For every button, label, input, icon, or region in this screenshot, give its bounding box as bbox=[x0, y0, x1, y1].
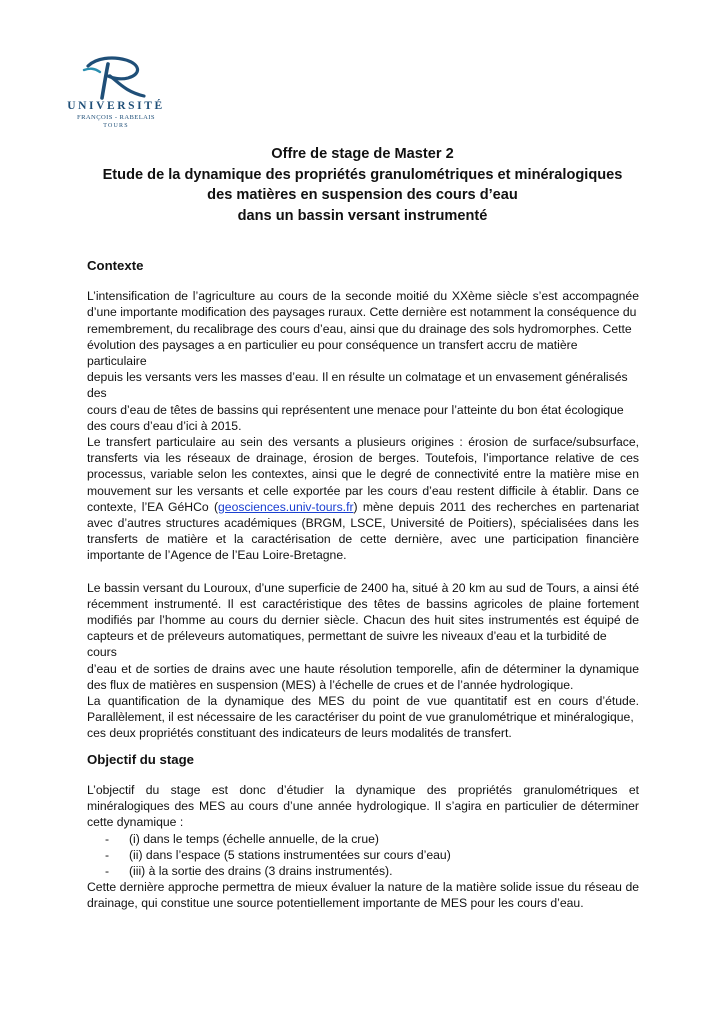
paragraph-context-1 bbox=[87, 288, 639, 434]
paragraph-objectif-outro bbox=[87, 879, 639, 911]
text-line: transferts de matière et la caractérisation de cette dernière, avec une participation financière bbox=[87, 532, 639, 547]
text-line: Parallèlement, il est nécessaire de les caractériser du point de vue granulométrique et minéralogique, bbox=[87, 710, 634, 725]
text-line: importante de l’Agence de l’Eau Loire-Bretagne. bbox=[87, 548, 347, 563]
text-line: modifiés par l’homme au cours du dernier siècle. Chacun des huit sites instrumentés est équipé de bbox=[87, 613, 639, 628]
list-item bbox=[87, 831, 639, 847]
text-line: processus, variable selon les contextes, ainsi que le degré de connectivité entre la matière mise en bbox=[87, 467, 639, 482]
list-item-text: (i) dans le temps (échelle annuelle, de la crue) bbox=[129, 831, 379, 846]
text-span: contexte, l’EA GéHCo ( bbox=[87, 499, 219, 514]
paragraph-context-4 bbox=[87, 693, 639, 742]
text-line: L’intensification de l’agriculture au cours de la seconde moitié du XXème siècle s’est accompagnée bbox=[87, 289, 639, 304]
text-line: transferts via les réseaux de drainage, érosion de berges. Toutefois, l’importance relative de ces bbox=[87, 451, 639, 466]
logo-city-text: TOURS bbox=[103, 123, 129, 129]
text-line: drainage, qui constitue une source potentiellement importante de MES pour les cours d’eau. bbox=[87, 896, 584, 911]
document-body bbox=[87, 258, 639, 912]
text-line: évolution des paysages a en particulier eu pour conséquence un transfert accru de matière particulaire bbox=[87, 337, 578, 369]
text-line: depuis les versants vers les masses d’eau. Il en résulte un colmatage et un envasement généralisés des bbox=[87, 370, 628, 401]
document-title bbox=[60, 144, 665, 226]
text-line: Le bassin versant du Louroux, d’une superficie de 2400 ha, situé à 20 km au sud de Tours, a ainsi été bbox=[87, 580, 639, 595]
list-item bbox=[87, 863, 639, 879]
dash-bullet-icon: - bbox=[105, 847, 110, 862]
title-line: dans un bassin versant instrumenté bbox=[237, 207, 488, 224]
text-line: capteurs et de préleveurs automatiques, permettant de suivre les niveaux d’eau et la turbidité de cours bbox=[87, 629, 607, 660]
title-line: Offre de stage de Master 2 bbox=[271, 146, 454, 162]
list-item bbox=[87, 847, 639, 863]
paragraph-objectif-intro bbox=[87, 782, 639, 831]
section-heading-objectif: Objectif du stage bbox=[87, 751, 194, 767]
paragraph-context-2 bbox=[87, 434, 639, 564]
text-line-with-link bbox=[87, 499, 639, 515]
title-line: Etude de la dynamique des propriétés granulométriques et minéralogiques bbox=[102, 166, 623, 183]
list-item-text: (ii) dans l’espace (5 stations instrumentées sur cours d’eau) bbox=[129, 847, 451, 862]
logo-university-text: UNIVERSITÉ bbox=[67, 100, 165, 112]
text-line: remembrement, du recalibrage des cours d’eau, ainsi que du drainage des sols hydromorphes. Cette bbox=[87, 321, 632, 336]
geosciences-link[interactable]: geosciences.univ-tours.fr bbox=[218, 499, 354, 514]
text-line: Le transfert particulaire au sein des versants a plusieurs origines : érosion de surface/subsurface, bbox=[87, 435, 639, 450]
logo-r-emblem-icon bbox=[82, 56, 150, 100]
text-line: Cette dernière approche permettra de mieux évaluer la nature de la matière solide issue du réseau de bbox=[87, 880, 639, 895]
list-item-text: (iii) à la sortie des drains (3 drains instrumentés). bbox=[129, 863, 393, 878]
text-line: La quantification de la dynamique des MES du point de vue quantitatif est en cours d’étude. bbox=[87, 694, 639, 709]
text-line: minéralogiques des MES au cours d’une année hydrologique. Il s’agira en particulier de déterminer bbox=[87, 799, 639, 814]
text-line: d’une importante modification des paysages ruraux. Cette dernière est notamment la conséquence du bbox=[87, 305, 637, 320]
logo-name-text: FRANÇOIS - RABELAIS bbox=[77, 114, 155, 121]
text-line: ces deux propriétés constituant des indicateurs de leurs modalités de transfert. bbox=[87, 726, 512, 741]
dash-bullet-icon: - bbox=[105, 831, 110, 846]
text-line: des cours d’eau d’ici à 2015. bbox=[87, 418, 242, 433]
university-logo bbox=[64, 56, 168, 134]
dash-bullet-icon: - bbox=[105, 863, 110, 878]
paragraph-context-3 bbox=[87, 580, 639, 693]
text-line: récemment instrumenté. Il est caractéristique des têtes de bassins agricoles de plaine fortement bbox=[87, 596, 639, 611]
text-line: avec d’autres structures académiques (BRGM, LSCE, Université de Poitiers), spécialisées dans les bbox=[87, 516, 639, 531]
section-heading-contexte: Contexte bbox=[87, 258, 144, 273]
text-span: ) mène depuis 2011 des recherches en partenariat bbox=[353, 499, 639, 514]
text-line: des flux de matières en suspension (MES) à l’échelle de crues et de l’année hydrologique. bbox=[87, 677, 574, 692]
text-line: cette dynamique : bbox=[87, 815, 184, 830]
text-line: cours d’eau de têtes de bassins qui représentent une menace pour l’atteinte du bon état écologique bbox=[87, 402, 624, 417]
text-line: d’eau et de sorties de drains avec une haute résolution temporelle, afin de déterminer la dynamique bbox=[87, 661, 639, 676]
title-line: des matières en suspension des cours d’eau bbox=[207, 187, 518, 203]
text-line: L’objectif du stage est donc d’étudier la dynamique des propriétés granulométriques et bbox=[87, 782, 639, 797]
text-line: mouvement sur les versants et celle exportée par les cours d’eau restent difficile à établir. Dans ce bbox=[87, 483, 639, 498]
objectif-list bbox=[87, 831, 639, 880]
